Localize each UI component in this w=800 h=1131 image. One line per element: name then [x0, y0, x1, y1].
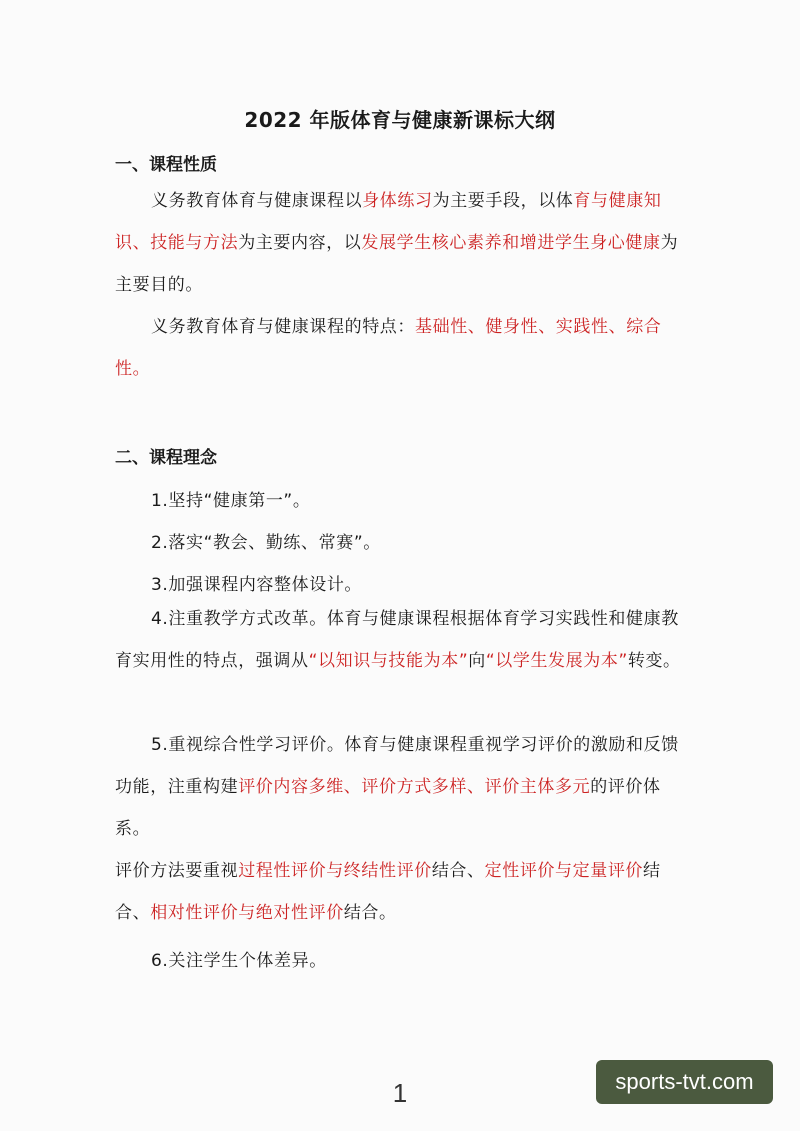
watermark-badge: [596, 1060, 773, 1104]
list-item: 6.关注学生个体差异。: [151, 951, 327, 971]
list-item: 1.坚持“健康第一”。: [151, 491, 311, 511]
page-number: 1: [392, 1078, 408, 1108]
list-item: 4.注重教学方式改革。体育与健康课程根据体育学习实践性和健康教育实用性的特点，强调从“以知识与技能为本”向“以学生发展为本”转变。: [115, 609, 681, 671]
highlight-text: “以学生发展为本”: [485, 651, 628, 671]
paragraph-evaluation-methods: 评价方法要重视过程性评价与终结性评价结合、定性评价与定量评价结合、相对性评价与绝对性评价结合。: [115, 861, 661, 923]
paragraph-course-features: 义务教育体育与健康课程的特点：基础性、健身性、实践性、综合性。: [115, 317, 662, 379]
list-item: 2.落实“教会、勤练、常赛”。: [151, 533, 381, 553]
highlight-text: 相对性评价与绝对性评价: [150, 903, 344, 923]
highlight-text: 育与健康知识、技能与方法: [115, 191, 662, 253]
highlight-text: 过程性评价与终结性评价: [238, 861, 432, 881]
highlight-text: 定性评价与定量评价: [484, 861, 644, 881]
highlight-text: 身体练习: [362, 191, 433, 211]
section-heading-philosophy: 二、课程理念: [115, 448, 217, 468]
highlight-text: 发展学生核心素养和增进学生身心健康: [361, 233, 661, 253]
section-heading-nature: 一、课程性质: [115, 155, 217, 175]
highlight-text: 基础性、健身性、实践性、综合性。: [115, 317, 662, 379]
list-item: 5.重视综合性学习评价。体育与健康课程重视学习评价的激励和反馈功能，注重构建评价内容多维、评价方式多样、评价主体多元的评价体系。: [115, 735, 679, 839]
list-item: 3.加强课程内容整体设计。: [151, 575, 363, 595]
watermark-text: sports-tvt.com: [615, 1069, 754, 1094]
highlight-text: “以知识与技能为本”: [308, 651, 469, 671]
paragraph-course-nature: 义务教育体育与健康课程以身体练习为主要手段，以体育与健康知识、技能与方法为主要内容，以发展学生核心素养和增进学生身心健康为主要目的。: [115, 191, 679, 295]
highlight-text: 评价内容多维、评价方式多样、评价主体多元: [238, 777, 591, 797]
document-title: 2022 年版体育与健康新课标大纲: [244, 108, 556, 132]
